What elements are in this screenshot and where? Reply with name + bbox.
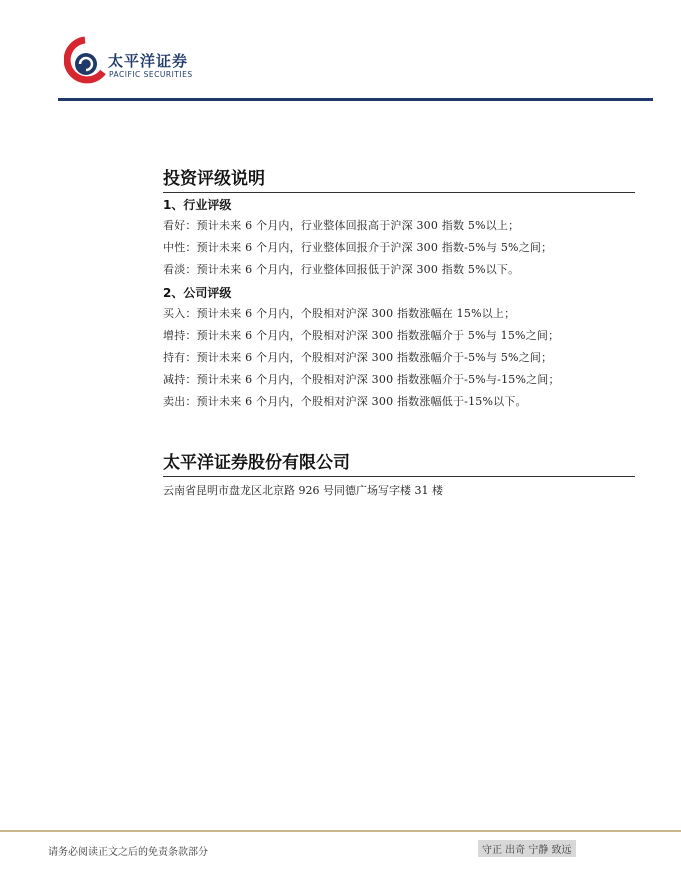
industry-rating-heading: 1、行业评级 bbox=[163, 198, 232, 212]
company-logo bbox=[64, 36, 244, 92]
rating-section bbox=[163, 168, 635, 413]
footer-motto: 守正 出奇 宁静 致远 bbox=[478, 840, 576, 857]
company-info-section bbox=[163, 452, 635, 501]
industry-rating-item: 看淡：预计未来 6 个月内，行业整体回报低于沪深 300 指数 5%以下。 bbox=[163, 263, 520, 276]
pacific-logo-icon bbox=[64, 36, 106, 92]
company-rating-item: 卖出：预计未来 6 个月内，个股相对沪深 300 指数涨幅低于-15%以下。 bbox=[163, 395, 527, 408]
header-divider bbox=[58, 98, 653, 101]
footer-divider bbox=[0, 830, 681, 832]
company-rating-heading: 2、公司评级 bbox=[163, 286, 232, 300]
footer-disclaimer-note: 请务必阅读正文之后的免责条款部分 bbox=[48, 847, 208, 858]
logo-chinese-name: 太平洋证券 bbox=[108, 52, 189, 70]
logo-english-name: PACIFIC SECURITIES bbox=[109, 70, 193, 79]
industry-rating-item: 中性：预计未来 6 个月内，行业整体回报介于沪深 300 指数-5%与 5%之间； bbox=[163, 241, 553, 254]
company-address: 云南省昆明市盘龙区北京路 926 号同德广场写字楼 31 楼 bbox=[163, 484, 443, 497]
company-rating-item: 增持：预计未来 6 个月内，个股相对沪深 300 指数涨幅介于 5%与 15%之间； bbox=[163, 329, 560, 342]
company-rating-item: 持有：预计未来 6 个月内，个股相对沪深 300 指数涨幅介于-5%与 5%之间； bbox=[163, 351, 553, 364]
company-rating-item: 买入：预计未来 6 个月内，个股相对沪深 300 指数涨幅在 15%以上； bbox=[163, 307, 516, 320]
industry-rating-item: 看好：预计未来 6 个月内，行业整体回报高于沪深 300 指数 5%以上； bbox=[163, 219, 520, 232]
company-name: 太平洋证券股份有限公司 bbox=[163, 452, 635, 477]
rating-title: 投资评级说明 bbox=[163, 168, 635, 193]
company-rating-item: 减持：预计未来 6 个月内，个股相对沪深 300 指数涨幅介于-5%与-15%之间； bbox=[163, 373, 560, 386]
